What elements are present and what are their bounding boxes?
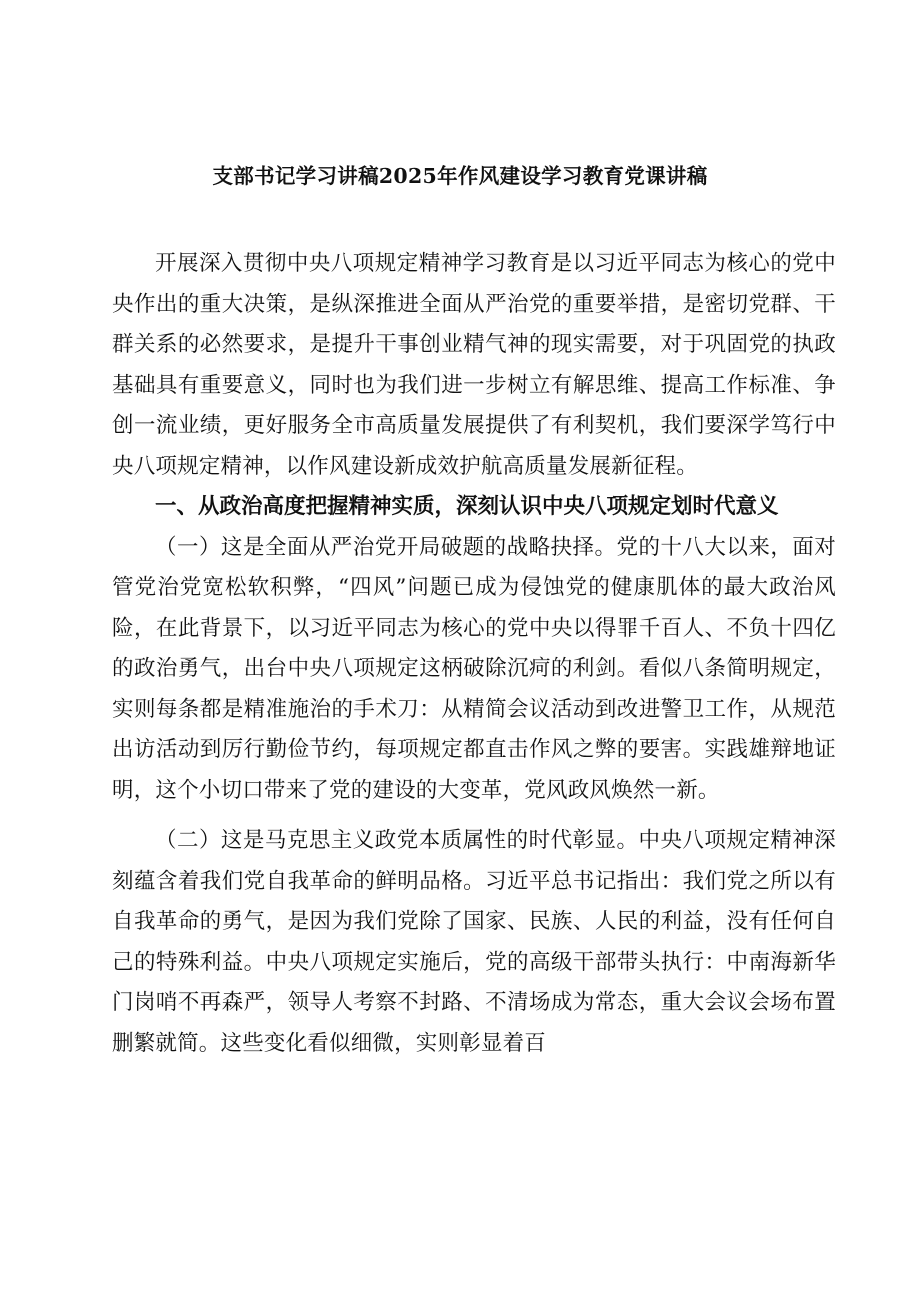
paragraph-spacer <box>112 811 836 821</box>
document-title: 支部书记学习讲稿2025年作风建设学习教育党课讲稿 <box>212 164 708 188</box>
intro-paragraph: 开展深入贯彻中央八项规定精神学习教育是以习近平同志为核心的党中央作出的重大决策，是纵深推进全面从严治党的重要举措，是密切党群、干群关系的必然要求，是提升干事创业精气神的现实需要，对于巩固党的执政基础具有重要意义，同时也为我们进一步树立有解思维、提高工作标准、争创一流业绩，更好服务全市高质量发展提供了有利契机，我们要深学笃行中央八项规定精神，以作风建设新成效护航高质量发展新征程。 <box>112 251 836 479</box>
paragraph-2: （二）这是马克思主义政党本质属性的时代彰显。中央八项规定精神深刻蕴含着我们党自我革命的鲜明品格。习近平总书记指出：我们党之所以有自我革命的勇气，是因为我们党除了国家、民族、人民的利益，没有任何自己的特殊利益。中央八项规定实施后，党的高级干部带头执行：中南海新华门岗哨不再森严，领导人考察不封路、不清场成为常态，重大会议会场布置删繁就简。这些变化看似细微，实则彰显着百 <box>112 828 836 1056</box>
paragraph-1: （一）这是全面从严治党开局破题的战略抉择。党的十八大以来，面对管党治党宽松软积弊，“四风”问题已成为侵蚀党的健康肌体的最大政治风险，在此背景下，以习近平同志为核心的党中央以得罪千百人、不负十四亿的政治勇气，出台中央八项规定这柄破除沉疴的利剑。看似八条简明规定，实则每条都是精准施治的手术刀：从精简会议活动到改进警卫工作，从规范出访活动到厉行勤俭节约，每项规定都直击作风之弊的要害。实践雄辩地证明，这个小切口带来了党的建设的大变革，党风政风焕然一新。 <box>112 534 836 803</box>
document-body <box>112 244 836 1064</box>
section-heading-1: 一、从政治高度把握精神实质，深刻认识中央八项规定划时代意义 <box>155 494 779 519</box>
